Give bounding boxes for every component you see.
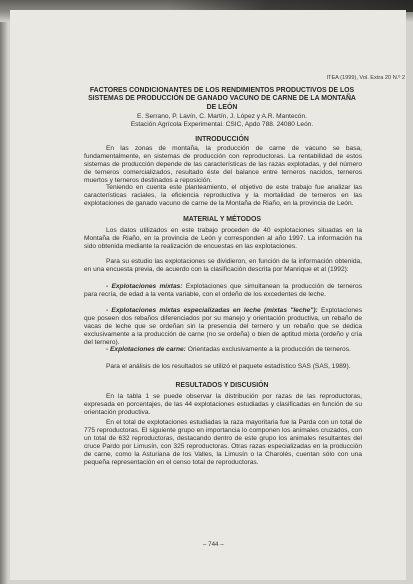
page-number: – 744 – <box>203 541 224 548</box>
methods-item-mixtas <box>84 283 362 299</box>
methods-paragraph-3: Para el análisis de los resultados se utilizó el paquete estadístico SAS (SAS, 1989). <box>106 363 351 370</box>
intro-paragraph-1: En las zonas de montaña, la producción de carne de vacuno se basa, fundamentalmente, en sistemas de producción con reproductoras. La rentabilidad de estos sistemas de producción depende de las características de las razas explotadas, y del número de terneros comercializados, resultado éste del balance entre terneros nacidos, terneros muertos y terneros destinados a reposición. <box>84 145 362 184</box>
intro-paragraph-2: Teniendo en cuenta este planteamiento, el objetivo de este trabajo fue analizar las características raciales, la eficiencia reproductiva y la mortalidad de terneros en las explotaciones de ganado vacuno de carne de la Montaña de Riaño, en la provincia de León. <box>84 184 362 207</box>
heading-resultados-discusion: RESULTADOS Y DISCUSIÓN <box>175 382 269 389</box>
methods-item-carne <box>84 346 362 354</box>
methods-paragraph-2: Para su estudio las explotaciones se dividieron, en función de la información obtenida, en una encuesta previa, de acuerdo con la clasificación descrita por Manrique et al (1992): <box>84 258 362 273</box>
paper-title: FACTORES CONDICIONANTES DE LOS RENDIMIENTOS PRODUCTIVOS DE LOS SISTEMAS DE PRODUCCIÓN DE GANADO VACUNO DE CARNE DE LA MONTAÑA DE LEÓN <box>88 87 356 111</box>
paper-affiliation: Estación Agrícola Experimental. CSIC, Apdo 788. 24080 León. <box>130 121 314 128</box>
methods-item-mixtas-leche-text: Explotaciones que poseen dos rebaños diferenciados por su manejo y orientación productiva, un rebaño de vacas de leche que se ordeñan sin la presencia del ternero y un rebaño que se dedica exclusivamente a la producción de carne (no se ordeña) o bien de aptitud mixta (ordeño y cría del ternero). <box>84 307 362 346</box>
results-paragraph-1: En la tabla 1 se puede observar la distribución por razas de las reproductoras, expresada en porcentajes, de las 44 explotaciones estudiadas y clasificadas en función de su orientación productiva. <box>84 393 362 416</box>
paper-authors: E. Serrano, P. Lavín, C. Martín, J. López y A.R. Mantecón. <box>137 113 307 120</box>
methods-paragraph-1: Los datos utilizados en este trabajo proceden de 40 explotaciones situadas en la Montaña de Riaño, en la provincia de León y corresponden al año 1997. La información ha sido obtenida mediante la realización de encuestas en las explotaciones. <box>84 227 362 250</box>
methods-item-carne-label: - Explotaciones de carne: <box>106 346 186 353</box>
methods-item-mixtas-text: Explotaciones que simultanean la producción de terneros para recría, de edad a la venta variable, con el ordeño de los excedentes de leche. <box>84 283 362 298</box>
scan-left-edge <box>0 0 8 584</box>
methods-item-mixtas-label: - Explotaciones mixtas: <box>106 283 183 290</box>
heading-introduccion: INTRODUCCIÓN <box>195 136 249 143</box>
methods-item-mixtas-leche <box>84 307 362 347</box>
methods-item-carne-text: Orientadas exclusivamente a la producción de terneros. <box>185 346 351 353</box>
results-paragraph-2: En el total de explotaciones estudiadas la raza mayoritaria fue la Parda con un total de 775 reproductoras. El siguiente grupo en importancia lo componen los animales cruzados, con un total de 632 reproductoras, destacando dentro de este grupo los animales resultantes del cruce Pardo por Limusín, con 325 reproductoras. Otras razas especializadas en la producción de carne, como la Asturiana de los Valles, la Limusín o la Charolés, cuentan sólo con una pequeña representación en el censo total de reproductoras. <box>84 419 362 466</box>
journal-reference: ITEA (1999), Vol. Extra 20 N.º 2 <box>326 75 405 81</box>
methods-item-mixtas-leche-label: - Explotaciones mixtas especializadas en leche (mixtas "leche"): <box>106 307 318 314</box>
heading-material-metodos: MATERIAL Y MÉTODOS <box>183 216 261 223</box>
